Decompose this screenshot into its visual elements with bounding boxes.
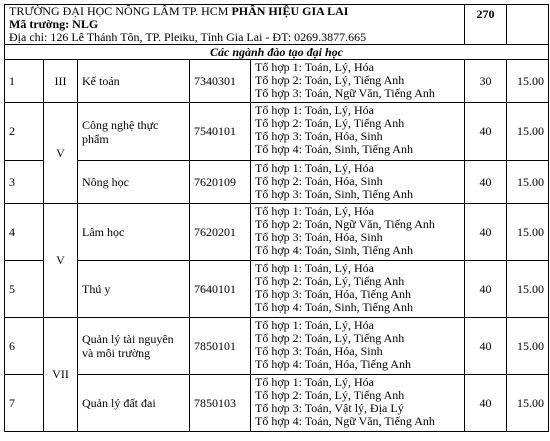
combo: Tổ hợp 2: Toán, Lý, Tiếng Anh (255, 274, 405, 288)
score-cell: 15.00 (507, 375, 549, 432)
combo: Tổ hợp 3: Toán, Vật lý, Địa Lý (255, 401, 404, 415)
combo: Tổ hợp 1: Toán, Lý, Hóa (255, 60, 374, 74)
total-quota: 270 (465, 5, 507, 45)
major-cell: Lâm học (78, 204, 190, 261)
quota-cell: 40 (465, 261, 507, 318)
combo: Tổ hợp 4: Toán, Sinh, Tiếng Anh (255, 142, 413, 156)
table-row (5, 103, 549, 161)
score-cell: 15.00 (507, 60, 549, 103)
table-row (5, 375, 549, 432)
major-cell: Thú y (78, 261, 190, 318)
combos-cell (251, 204, 465, 261)
school-address: Địa chỉ: 126 Lê Thánh Tôn, TP. Pleiku, Tỉnh Gia Lai - ĐT: 0269.3877.665 (9, 30, 367, 44)
combo: Tổ hợp 4: Toán, Hóa, Tiếng Anh (255, 357, 411, 371)
school-code-label: Mã trường: (9, 17, 73, 31)
combo: Tổ hợp 1: Toán, Lý, Hóa (255, 161, 374, 175)
code-cell: 7540101 (190, 103, 251, 161)
combos-cell (251, 60, 465, 103)
quota-cell: 40 (465, 103, 507, 161)
stt-cell: 6 (5, 318, 44, 375)
combo: Tổ hợp 1: Toán, Lý, Hóa (255, 375, 374, 389)
combo: Tổ hợp 3: Toán, Ngữ Văn, Tiếng Anh (255, 86, 435, 100)
stt-cell: 3 (5, 161, 44, 204)
combos-cell (251, 261, 465, 318)
section-title-row (5, 45, 549, 60)
stt-cell: 2 (5, 103, 44, 161)
major-cell: Quản lý đất đai (78, 375, 190, 432)
combo: Tổ hợp 1: Toán, Lý, Hóa (255, 318, 374, 332)
major-cell: Kế toán (78, 60, 190, 103)
group-cell: V (44, 204, 78, 318)
quota-cell: 40 (465, 318, 507, 375)
section-title: Các ngành đào tạo đại học (5, 45, 549, 60)
combo: Tổ hợp 2: Toán, Lý, Tiếng Anh (255, 388, 405, 402)
stt-cell: 7 (5, 375, 44, 432)
score-cell: 15.00 (507, 318, 549, 375)
table-row (5, 318, 549, 375)
score-cell: 15.00 (507, 204, 549, 261)
combo: Tổ hợp 3: Toán, Sinh, Tiếng Anh (255, 187, 413, 201)
combo: Tổ hợp 2: Toán, Lý, Tiếng Anh (255, 331, 405, 345)
total-score-empty (507, 5, 549, 45)
stt-cell: 4 (5, 204, 44, 261)
code-cell: 7850103 (190, 375, 251, 432)
combo: Tổ hợp 4: Toán, Sinh, Tiếng Anh (255, 243, 413, 257)
stt-cell: 5 (5, 261, 44, 318)
group-cell: III (44, 60, 78, 103)
quota-cell: 30 (465, 60, 507, 103)
combos-cell (251, 161, 465, 204)
code-cell: 7340301 (190, 60, 251, 103)
school-info-cell (5, 5, 465, 45)
school-header-row (5, 5, 549, 45)
major-cell: Nông học (78, 161, 190, 204)
score-cell: 15.00 (507, 261, 549, 318)
combo: Tổ hợp 4: Toán, Sinh, Tiếng Anh (255, 300, 413, 314)
major-cell: Công nghệ thực phẩm (78, 103, 190, 161)
combo: Tổ hợp 1: Toán, Lý, Hóa (255, 261, 374, 275)
school-code-value: NLG (72, 17, 99, 31)
admissions-document (4, 4, 549, 432)
code-cell: 7640101 (190, 261, 251, 318)
quota-cell: 40 (465, 161, 507, 204)
stt-cell: 1 (5, 60, 44, 103)
quota-cell: 40 (465, 204, 507, 261)
school-name-bold: PHÂN HIỆU GIA LAI (231, 4, 349, 18)
combo: Tổ hợp 2: Toán, Ngữ Văn, Tiếng Anh (255, 217, 435, 231)
combo: Tổ hợp 2: Toán, Lý, Tiếng Anh (255, 116, 405, 130)
table-row (5, 204, 549, 261)
combo: Tổ hợp 3: Toán, Hóa, Tiếng Anh (255, 287, 411, 301)
code-cell: 7620201 (190, 204, 251, 261)
table-row (5, 261, 549, 318)
combo: Tổ hợp 3: Toán, Hóa, Sinh (255, 230, 383, 244)
admissions-table (4, 4, 549, 432)
combos-cell (251, 375, 465, 432)
code-cell: 7620109 (190, 161, 251, 204)
major-cell: Quản lý tài nguyên và môi trường (78, 318, 190, 375)
score-cell: 15.00 (507, 161, 549, 204)
combos-cell (251, 103, 465, 161)
table-row (5, 60, 549, 103)
score-cell: 15.00 (507, 103, 549, 161)
school-name-plain: TRƯỜNG ĐẠI HỌC NÔNG LÂM TP. HCM (9, 4, 232, 18)
combo: Tổ hợp 1: Toán, Lý, Hóa (255, 103, 374, 117)
combo: Tổ hợp 4: Toán, Ngữ Văn, Tiếng Anh (255, 414, 435, 428)
combo: Tổ hợp 3: Toán, Hóa, Sinh (255, 129, 383, 143)
group-cell: VII (44, 318, 78, 432)
group-cell: V (44, 103, 78, 204)
table-row (5, 161, 549, 204)
combo: Tổ hợp 2: Toán, Hóa, Sinh (255, 174, 383, 188)
combo: Tổ hợp 2: Toán, Lý, Tiếng Anh (255, 73, 405, 87)
code-cell: 7850101 (190, 318, 251, 375)
quota-cell: 40 (465, 375, 507, 432)
combo: Tổ hợp 3: Toán, Hóa, Sinh (255, 344, 383, 358)
combo: Tổ hợp 1: Toán, Lý, Hóa (255, 204, 374, 218)
combos-cell (251, 318, 465, 375)
